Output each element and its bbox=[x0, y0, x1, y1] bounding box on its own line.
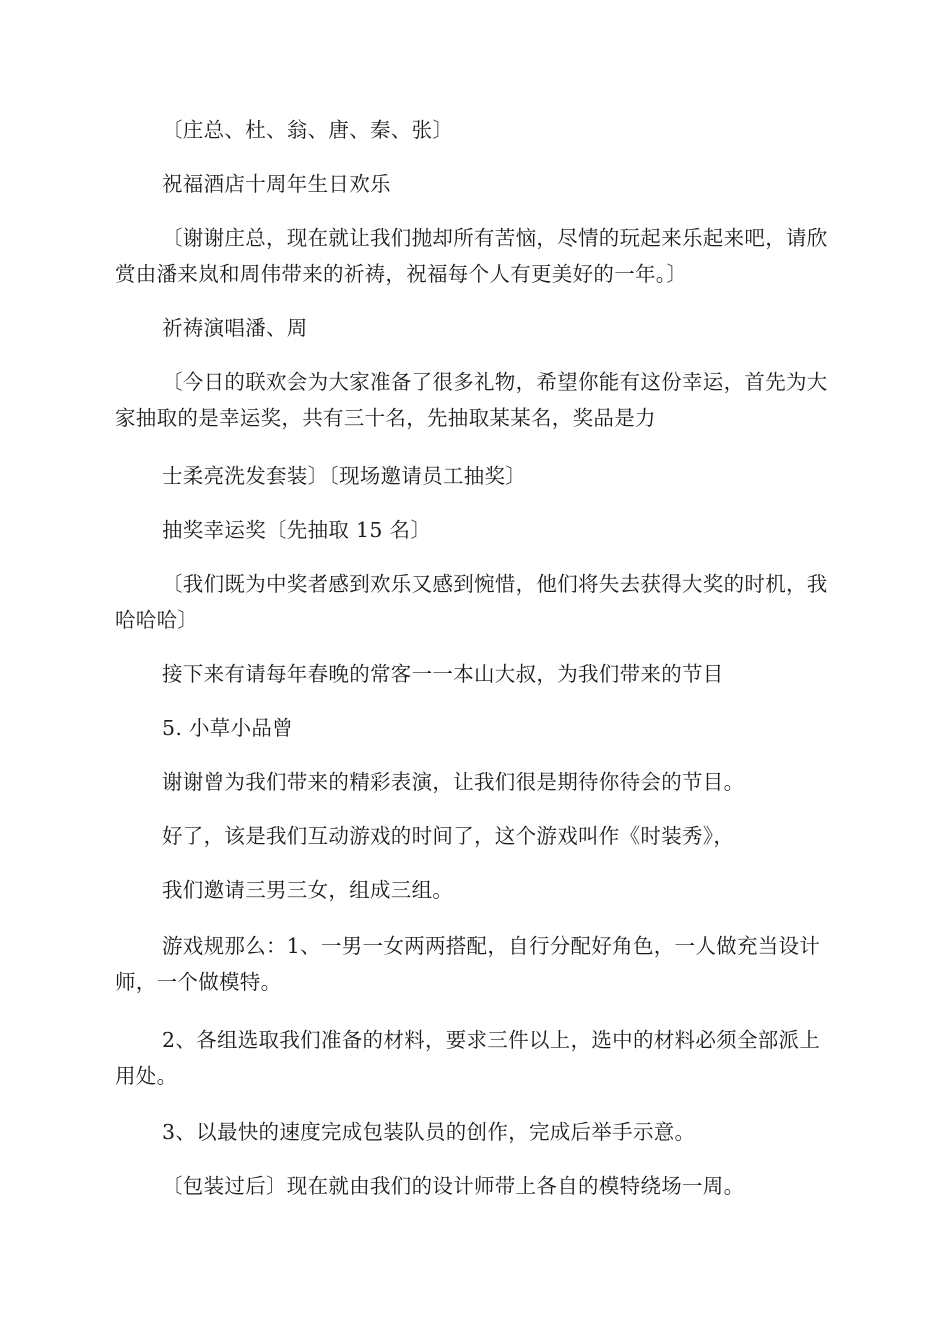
paragraph-7: 抽奖幸运奖〔先抽取 15 名〕 bbox=[162, 518, 432, 542]
paragraph-8: 〔我们既为中奖者感到欢乐又感到惋惜，他们将失去获得大奖的时机，我哈哈哈〕 bbox=[115, 572, 828, 632]
paragraph-14: 游戏规那么：1、一男一女两两搭配，自行分配好角色，一人做充当设计师，一个做模特。 bbox=[115, 934, 821, 994]
paragraph-6: 士柔亮洗发套装〕〔现场邀请员工抽奖〕 bbox=[162, 464, 527, 488]
paragraph-17: 〔包装过后〕现在就由我们的设计师带上各自的模特绕场一周。 bbox=[162, 1174, 745, 1198]
paragraph-5: 〔今日的联欢会为大家准备了很多礼物，希望你能有这份幸运，首先为大家抽取的是幸运奖，共有三十名，先抽取某某名，奖品是力 bbox=[115, 370, 828, 430]
paragraph-16: 3、以最快的速度完成包装队员的创作，完成后举手示意。 bbox=[162, 1120, 696, 1144]
paragraph-2: 祝福酒店十周年生日欢乐 bbox=[162, 172, 391, 196]
paragraph-12: 好了，该是我们互动游戏的时间了，这个游戏叫作《时装秀》， bbox=[162, 824, 735, 848]
paragraph-10: 5. 小草小品曾 bbox=[162, 716, 293, 740]
paragraph-13: 我们邀请三男三女，组成三组。 bbox=[162, 878, 454, 902]
paragraph-1: 〔庄总、杜、翁、唐、秦、张〕 bbox=[162, 118, 454, 142]
paragraph-3: 〔谢谢庄总，现在就让我们抛却所有苦恼，尽情的玩起来乐起来吧，请欣赏由潘来岚和周伟带来的祈祷，祝福每个人有更美好的一年。〕 bbox=[115, 226, 828, 286]
paragraph-4: 祈祷演唱潘、周 bbox=[162, 316, 308, 340]
paragraph-15: 2、各组选取我们准备的材料，要求三件以上，选中的材料必须全部派上用处。 bbox=[115, 1028, 821, 1088]
paragraph-9: 接下来有请每年春晚的常客一一本山大叔，为我们带来的节目 bbox=[162, 662, 724, 686]
paragraph-11: 谢谢曾为我们带来的精彩表演，让我们很是期待你待会的节目。 bbox=[162, 770, 745, 794]
